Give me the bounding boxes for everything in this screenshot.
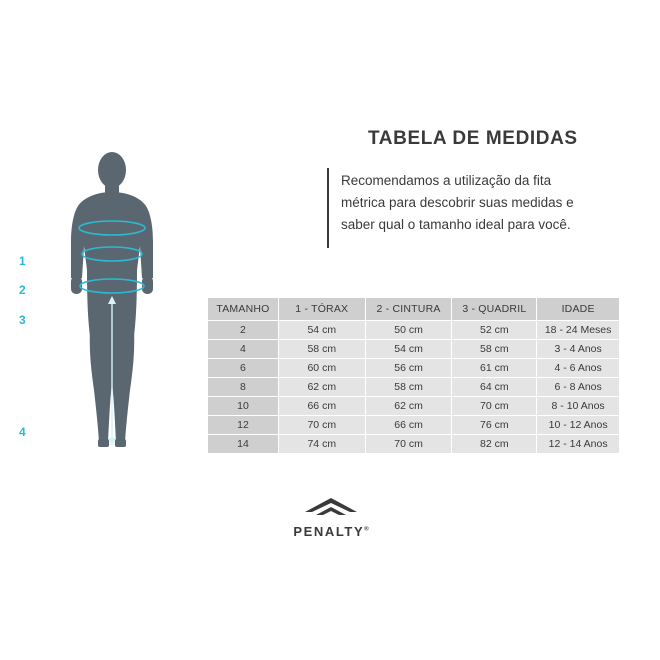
brand-logo [289,498,373,539]
table-header-cell: 1 - TÓRAX [278,298,365,321]
table-row [208,435,620,454]
penalty-chevron-icon [303,498,359,518]
table-cell: 70 cm [452,397,537,416]
marker-label-4: 4 [19,425,26,439]
table-cell: 58 cm [452,340,537,359]
intro-text: Recomendamos a utilização da fita métrica para descobrir suas medidas e saber qual o tamanho ideal para você. [341,173,574,232]
size-table-wrapper [207,297,620,454]
table-cell: 54 cm [278,321,365,340]
table-cell-size: 12 [208,416,279,435]
table-cell: 8 - 10 Anos [537,397,620,416]
table-cell: 54 cm [365,340,452,359]
table-cell: 70 cm [365,435,452,454]
table-row [208,416,620,435]
table-cell: 61 cm [452,359,537,378]
table-cell-size: 2 [208,321,279,340]
table-header-cell: 3 - QUADRIL [452,298,537,321]
table-row [208,359,620,378]
page-title: TABELA DE MEDIDAS [368,128,578,149]
table-cell: 52 cm [452,321,537,340]
table-row [208,321,620,340]
table-cell: 82 cm [452,435,537,454]
table-cell-size: 14 [208,435,279,454]
table-row [208,397,620,416]
table-cell: 18 - 24 Meses [537,321,620,340]
marker-label-3: 3 [19,313,26,327]
table-header-row [208,298,620,321]
table-cell: 56 cm [365,359,452,378]
brand-name [289,524,373,539]
table-header-cell: IDADE [537,298,620,321]
brand-name-text: PENALTY [293,524,365,539]
brand-trademark: ® [364,526,369,533]
table-row [208,340,620,359]
table-cell: 74 cm [278,435,365,454]
intro-divider [327,168,329,248]
table-cell: 58 cm [365,378,452,397]
table-row [208,378,620,397]
table-cell-size: 4 [208,340,279,359]
table-cell: 58 cm [278,340,365,359]
table-cell: 76 cm [452,416,537,435]
table-cell: 66 cm [365,416,452,435]
table-cell: 50 cm [365,321,452,340]
table-cell: 62 cm [278,378,365,397]
marker-label-1: 1 [19,254,26,268]
table-header-cell: 2 - CINTURA [365,298,452,321]
table-cell: 66 cm [278,397,365,416]
table-cell: 6 - 8 Anos [537,378,620,397]
table-cell: 10 - 12 Anos [537,416,620,435]
size-table [207,297,620,454]
table-cell-size: 10 [208,397,279,416]
table-cell: 62 cm [365,397,452,416]
table-cell: 12 - 14 Anos [537,435,620,454]
table-cell: 4 - 6 Anos [537,359,620,378]
table-cell-size: 6 [208,359,279,378]
table-cell-size: 8 [208,378,279,397]
table-header-cell: TAMANHO [208,298,279,321]
table-cell: 70 cm [278,416,365,435]
table-cell: 60 cm [278,359,365,378]
table-cell: 64 cm [452,378,537,397]
marker-label-2: 2 [19,283,26,297]
table-cell: 3 - 4 Anos [537,340,620,359]
